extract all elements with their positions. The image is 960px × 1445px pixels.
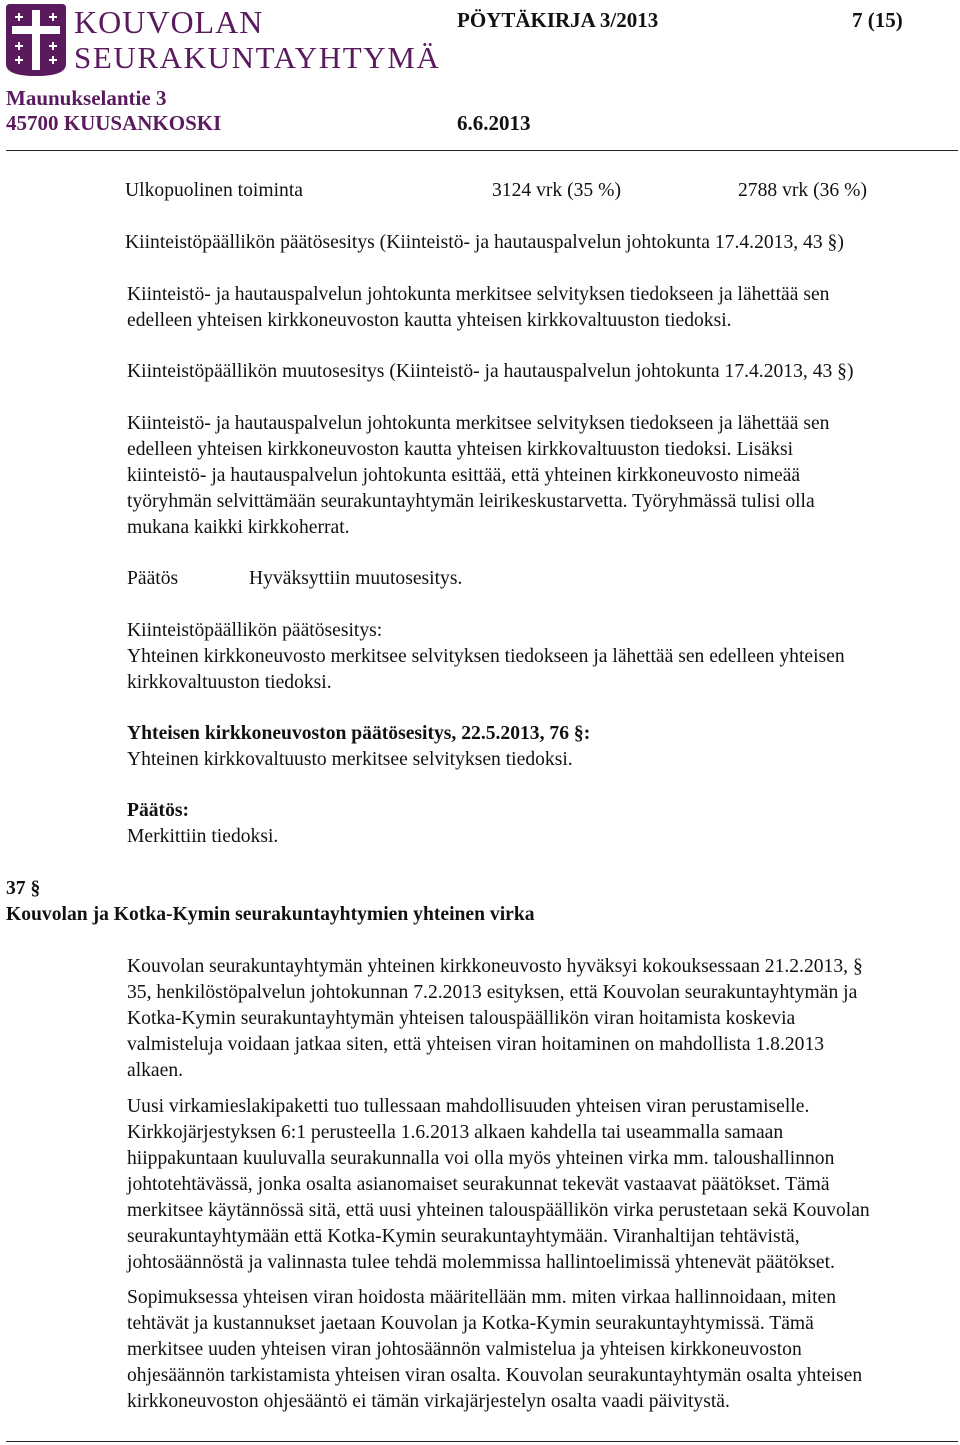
- council-proposal: [127, 721, 957, 773]
- decision1-text: Hyväksyttiin muutosesitys.: [249, 568, 463, 589]
- org-name-line2: SEURAKUNTAYHTYMÄ: [74, 40, 441, 75]
- amendment-line: edelleen yhteisen kirkkoneuvoston kautta yhteisen kirkkovaltuuston tiedoksi. Lisäksi: [127, 439, 794, 460]
- org-name: [74, 4, 440, 76]
- para2-line: Uusi virkamieslakipaketti tuo tullessaan mahdollisuuden yhteisen viran perustamiselle.: [127, 1096, 810, 1117]
- para3-line: merkitsee uuden yhteisen viran johtosäännön valmistelua ja yhteisen kirkkoneuvoston: [127, 1339, 802, 1360]
- section37-para3: [127, 1285, 957, 1415]
- council-heading: Yhteisen kirkkoneuvoston päätösesitys, 22.5.2013, 76 §:: [127, 723, 591, 744]
- decision1-label: Päätös: [127, 568, 179, 589]
- org-logo-cross-icon: [6, 4, 66, 76]
- para3-line: kirkkoneuvoston ohjesääntö ei tämän virkajärjestelyn osalta vaadi päivitystä.: [127, 1391, 730, 1412]
- para2-line: Kirkkojärjestyksen 6:1 perusteella 1.6.2013 alkaen kahdella tai useammalla samaan: [127, 1122, 784, 1143]
- org-name-line1: KOUVOLAN: [74, 4, 264, 40]
- para1-line: 35, henkilöstöpalvelun johtokunnan 7.2.2013 esityksen, että Kouvolan seurakuntayhtymän ja: [127, 982, 858, 1003]
- section-title: Kouvolan ja Kotka-Kymin seurakuntayhtymien yhteinen virka: [6, 904, 535, 925]
- para2-line: merkitsee käytännössä sitä, että uusi yhteinen talouspäällikön virka perustetaan sekä Kouvolan: [127, 1200, 870, 1221]
- para2-line: hiippakuntaan kuuluvalla seurakunnalla voi olla myös yhteinen virka mm. taloushallinnon: [127, 1148, 835, 1169]
- proposal1-line: edelleen yhteisen kirkkoneuvoston kautta yhteisen kirkkovaltuuston tiedoksi.: [127, 310, 732, 331]
- amendment-line: työryhmän selvittämään seurakuntayhtymän leirikeskustarvetta. Työryhmässä tulisi olla: [127, 491, 815, 512]
- para3-line: tehtävät ja kustannukset jaetaan Kouvolan ja Kotka-Kymin seurakuntayhtymissä. Tämä: [127, 1313, 814, 1334]
- stats-value-2013: 3124 vrk (35 %): [492, 180, 621, 201]
- stats-value-2012: 2788 vrk (36 %): [738, 180, 867, 201]
- proposal2-text: [127, 618, 957, 696]
- amendment-text: [127, 411, 957, 541]
- proposal2-heading: Kiinteistöpäällikön päätösesitys:: [127, 620, 383, 641]
- street-address: Maunukselantie 3: [6, 86, 167, 110]
- postal-address: 45700 KUUSANKOSKI: [6, 111, 222, 135]
- decision2-text: Merkittiin tiedoksi.: [127, 826, 279, 847]
- proposal2-line: Yhteinen kirkkoneuvosto merkitsee selvityksen tiedokseen ja lähettää sen edelleen yhteisen: [127, 646, 845, 667]
- document-date: 6.6.2013: [457, 111, 531, 135]
- proposal1-text: [127, 282, 957, 334]
- council-text: Yhteinen kirkkovaltuusto merkitsee selvityksen tiedoksi.: [127, 749, 573, 770]
- stats-label: Ulkopuolinen toiminta: [125, 180, 303, 201]
- para1-line: Kouvolan seurakuntayhtymän yhteinen kirkkoneuvosto hyväksyi kokouksessaan 21.2.2013, §: [127, 956, 863, 977]
- section37-para2: [127, 1094, 957, 1276]
- amendment-line: Kiinteistö- ja hautauspalvelun johtokunta merkitsee selvityksen tiedokseen ja lähettää sen: [127, 413, 830, 434]
- para1-line: Kotka-Kymin seurakuntayhtymän yhteisen talouspäällikön viran hoitamista koskevia: [127, 1008, 796, 1029]
- para2-line: johtotehtävässä, jonka osalta asianomaiset seurakunnat tekevät vastaavat päätökset. Tämä: [127, 1174, 830, 1195]
- para1-line: alkaen.: [127, 1060, 184, 1081]
- para3-line: ohjesäännön tarkistamista yhteisen viran osalta. Kouvolan seurakuntayhtymän osalta yhteisen: [127, 1365, 863, 1386]
- proposal2-line: kirkkovaltuuston tiedoksi.: [127, 672, 332, 693]
- section37-para1: [127, 954, 957, 1084]
- para3-line: Sopimuksessa yhteisen viran hoidosta määritellään mm. miten virkaa hallinnoidaan, miten: [127, 1287, 837, 1308]
- para1-line: valmisteluja voidaan jatkaa siten, että yhteisen viran hoitaminen on mahdollista 1.8.2013: [127, 1034, 825, 1055]
- proposal1-heading: Kiinteistöpäällikön päätösesitys (Kiinteistö- ja hautauspalvelun johtokunta 17.4.2013, 43 §): [125, 232, 844, 253]
- proposal1-line: Kiinteistö- ja hautauspalvelun johtokunta merkitsee selvityksen tiedokseen ja lähettää sen: [127, 284, 830, 305]
- document-title: PÖYTÄKIRJA 3/2013: [457, 8, 659, 32]
- page-number: 7 (15): [852, 8, 903, 32]
- header-rule: [6, 150, 958, 151]
- section-number: 37 §: [6, 878, 41, 899]
- amendment-heading: Kiinteistöpäällikön muutosesitys (Kiinteistö- ja hautauspalvelun johtokunta 17.4.2013, 43 §): [127, 361, 854, 382]
- footer-rule: [6, 1441, 958, 1442]
- para2-line: seurakuntayhtymään että Kotka-Kymin seurakuntayhtymään. Viranhaltijan tehtävistä,: [127, 1226, 800, 1247]
- amendment-line: kiinteistö- ja hautauspalvelun johtokunta esittää, että yhteinen kirkkoneuvosto nimeää: [127, 465, 801, 486]
- decision2: [127, 798, 957, 850]
- decision2-label: Päätös:: [127, 800, 190, 821]
- para2-line: johtosäännöstä ja valinnasta tulee tehdä molemmissa hallintoelimissä yhtenevät päätökset.: [127, 1252, 835, 1273]
- amendment-line: mukana kaikki kirkkoherrat.: [127, 517, 350, 538]
